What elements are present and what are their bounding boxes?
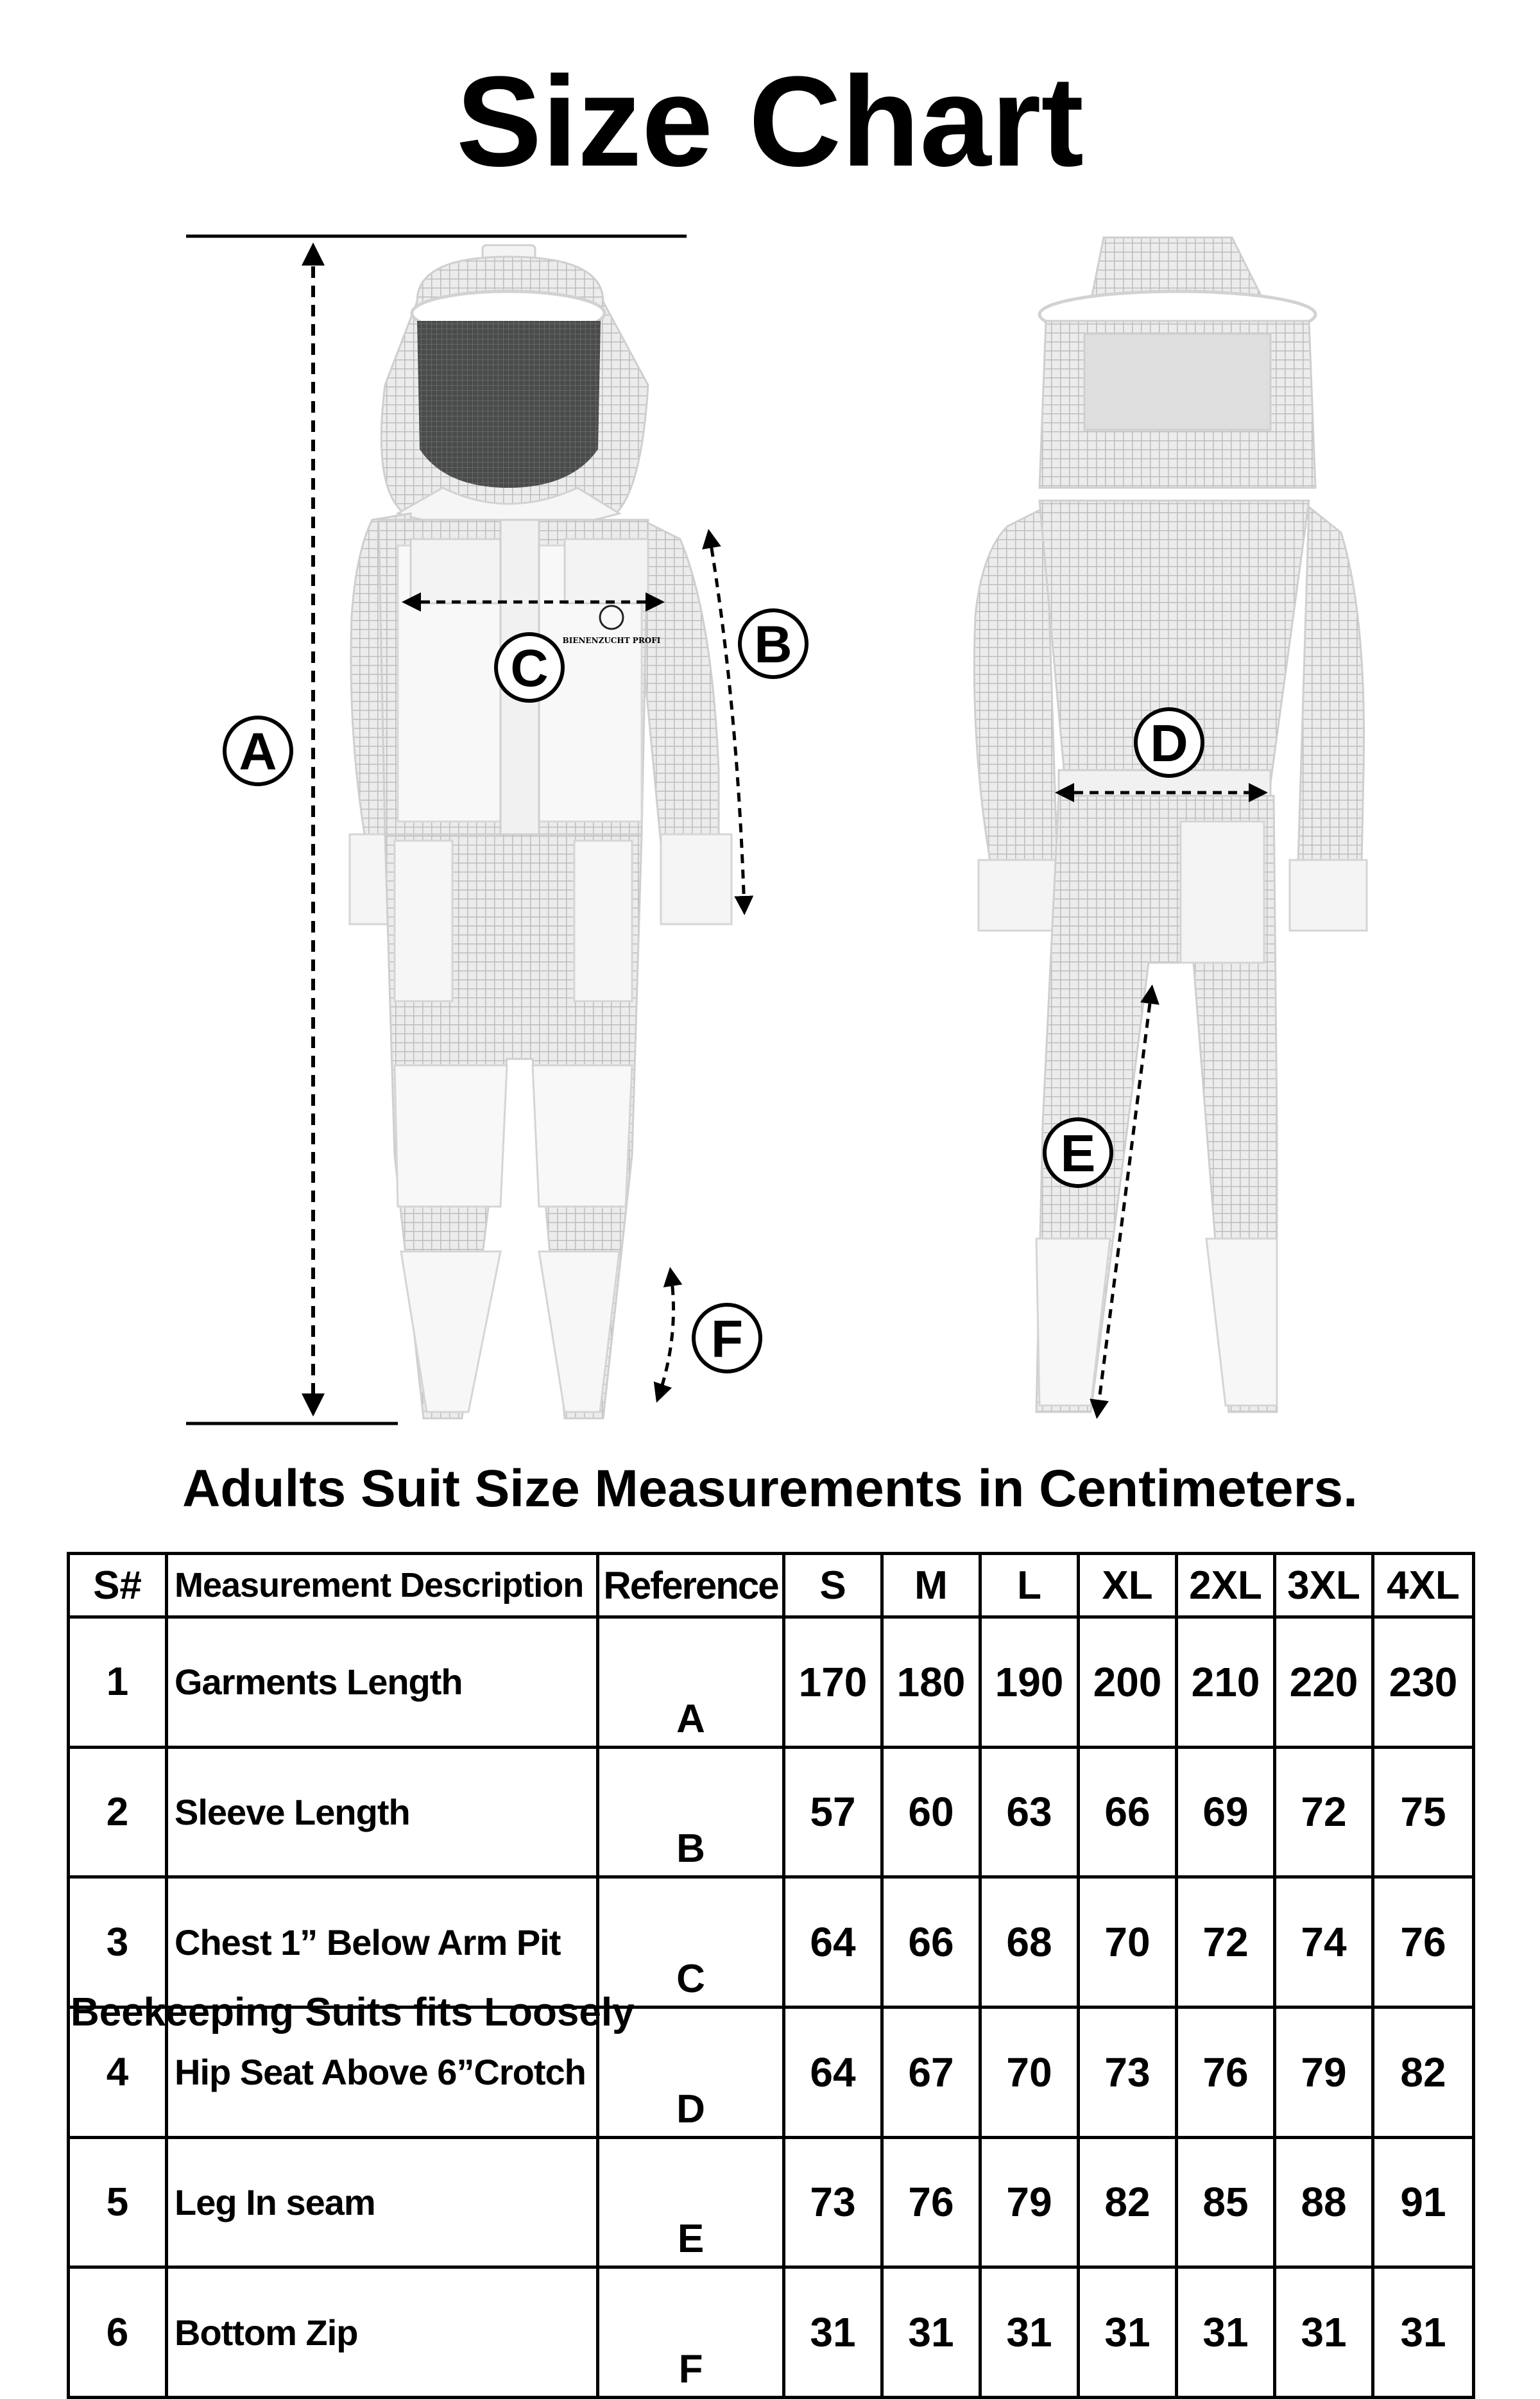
value-cell: 220 xyxy=(1275,1617,1373,1748)
header-description: Measurement Description xyxy=(167,1554,598,1617)
value-cell: 69 xyxy=(1177,1747,1275,1877)
header-size-3xl: 3XL xyxy=(1275,1554,1373,1617)
row-number: 3 xyxy=(69,1877,167,2008)
row-description: Bottom Zip xyxy=(167,2267,598,2398)
row-reference: E xyxy=(598,2137,784,2267)
front-suit-illustration xyxy=(350,245,732,1418)
row-number: 1 xyxy=(69,1617,167,1748)
fit-note: Beekeeping Suits fits Loosely xyxy=(71,1990,635,2034)
logo-text: BIENENZUCHT PROFI xyxy=(562,636,661,645)
header-size-m: M xyxy=(882,1554,980,1617)
header-reference: Reference xyxy=(598,1554,784,1617)
value-cell: 31 xyxy=(784,2267,882,2398)
measure-line-f xyxy=(658,1271,674,1399)
value-cell: 73 xyxy=(1079,2007,1177,2137)
svg-text:C: C xyxy=(510,639,549,698)
value-cell: 82 xyxy=(1079,2137,1177,2267)
table-row xyxy=(69,1877,1474,2008)
value-cell: 66 xyxy=(882,1877,980,2008)
value-cell: 190 xyxy=(980,1617,1079,1748)
row-reference: C xyxy=(598,1877,784,2008)
header-number: S# xyxy=(69,1554,167,1617)
row-description: Chest 1” Below Arm Pit xyxy=(167,1877,598,2008)
table-row xyxy=(69,2267,1474,2398)
value-cell: 67 xyxy=(882,2007,980,2137)
row-reference: F xyxy=(598,2267,784,2398)
value-cell: 70 xyxy=(980,2007,1079,2137)
value-cell: 74 xyxy=(1275,1877,1373,2008)
value-cell: 91 xyxy=(1373,2137,1474,2267)
marker-f xyxy=(694,1305,760,1371)
table-row xyxy=(69,1617,1474,1748)
value-cell: 60 xyxy=(882,1747,980,1877)
page-title: Size Chart xyxy=(456,50,1084,193)
value-cell: 64 xyxy=(784,1877,882,2008)
value-cell: 31 xyxy=(882,2267,980,2398)
value-cell: 79 xyxy=(980,2137,1079,2267)
row-number: 4 xyxy=(69,2007,167,2137)
svg-text:D: D xyxy=(1150,714,1188,773)
value-cell: 230 xyxy=(1373,1617,1474,1748)
value-cell: 88 xyxy=(1275,2137,1373,2267)
table-header-row xyxy=(69,1554,1474,1617)
value-cell: 85 xyxy=(1177,2137,1275,2267)
row-description: Hip Seat Above 6”Crotch xyxy=(167,2007,598,2137)
value-cell: 210 xyxy=(1177,1617,1275,1748)
value-cell: 75 xyxy=(1373,1747,1474,1877)
svg-text:F: F xyxy=(710,1310,744,1368)
table-row xyxy=(69,1747,1474,1877)
row-reference: B xyxy=(598,1747,784,1877)
value-cell: 31 xyxy=(1275,2267,1373,2398)
value-cell: 31 xyxy=(1373,2267,1474,2398)
row-description: Garments Length xyxy=(167,1617,598,1748)
value-cell: 73 xyxy=(784,2137,882,2267)
row-reference: A xyxy=(598,1617,784,1748)
back-suit-illustration xyxy=(974,237,1367,1412)
value-cell: 200 xyxy=(1079,1617,1177,1748)
value-cell: 82 xyxy=(1373,2007,1474,2137)
marker-c xyxy=(496,634,563,701)
value-cell: 31 xyxy=(980,2267,1079,2398)
value-cell: 72 xyxy=(1177,1877,1275,2008)
marker-d xyxy=(1136,709,1202,776)
header-size-4xl: 4XL xyxy=(1373,1554,1474,1617)
value-cell: 70 xyxy=(1079,1877,1177,2008)
value-cell: 57 xyxy=(784,1747,882,1877)
size-table xyxy=(67,1552,1475,2399)
value-cell: 72 xyxy=(1275,1747,1373,1877)
header-size-s: S xyxy=(784,1554,882,1617)
marker-b xyxy=(740,610,807,677)
table-row xyxy=(69,2137,1474,2267)
row-description: Sleeve Length xyxy=(167,1747,598,1877)
row-number: 6 xyxy=(69,2267,167,2398)
value-cell: 76 xyxy=(882,2137,980,2267)
table-caption: Adults Suit Size Measurements in Centimeters. xyxy=(182,1459,1358,1518)
header-size-xl: XL xyxy=(1079,1554,1177,1617)
value-cell: 76 xyxy=(1373,1877,1474,2008)
suit-measurement-diagram xyxy=(0,212,1540,1457)
row-reference: D xyxy=(598,2007,784,2137)
marker-a xyxy=(225,718,291,784)
value-cell: 79 xyxy=(1275,2007,1373,2137)
value-cell: 170 xyxy=(784,1617,882,1748)
row-number: 2 xyxy=(69,1747,167,1877)
value-cell: 31 xyxy=(1177,2267,1275,2398)
value-cell: 180 xyxy=(882,1617,980,1748)
header-size-2xl: 2XL xyxy=(1177,1554,1275,1617)
value-cell: 66 xyxy=(1079,1747,1177,1877)
value-cell: 63 xyxy=(980,1747,1079,1877)
row-description: Leg In seam xyxy=(167,2137,598,2267)
value-cell: 31 xyxy=(1079,2267,1177,2398)
svg-text:B: B xyxy=(754,615,792,674)
value-cell: 64 xyxy=(784,2007,882,2137)
value-cell: 68 xyxy=(980,1877,1079,2008)
svg-text:A: A xyxy=(239,723,277,781)
row-number: 5 xyxy=(69,2137,167,2267)
value-cell: 76 xyxy=(1177,2007,1275,2137)
header-size-l: L xyxy=(980,1554,1079,1617)
svg-text:E: E xyxy=(1060,1124,1096,1183)
marker-e xyxy=(1045,1119,1111,1186)
